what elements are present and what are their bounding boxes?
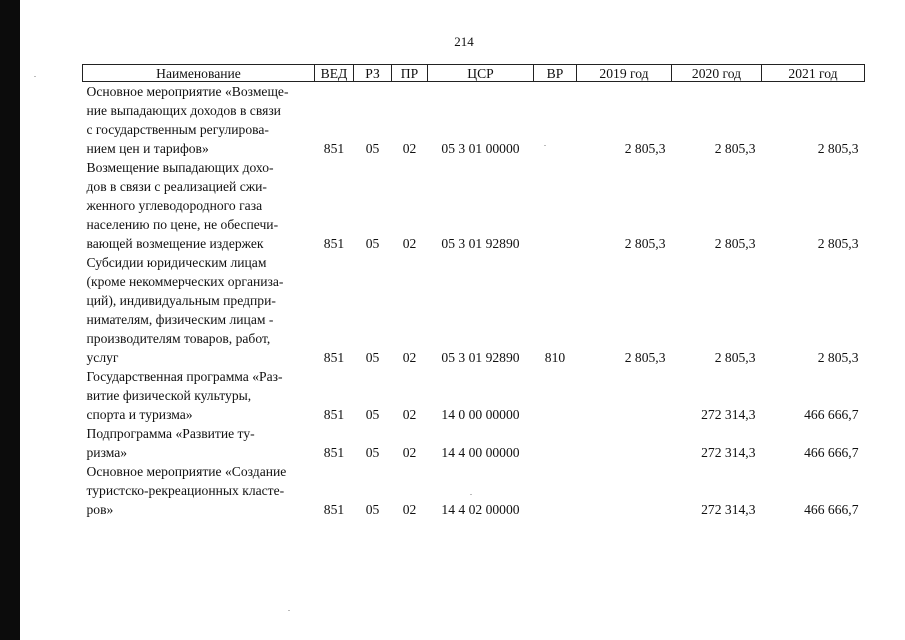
row-ved: 851 <box>323 350 345 365</box>
row-ved: 851 <box>323 502 345 517</box>
row-name: Субсидии юридическим лицам (кроме некоммерческих организа- ций), индивидуальным предпри- нимателям, физическим лицам - производителям товаров, работ, услуг <box>86 255 284 365</box>
row-pr: 02 <box>402 350 417 365</box>
row-name: Основное мероприятие «Создание туристско-рекреационных класте- ров» <box>86 464 287 517</box>
table-row <box>83 424 865 462</box>
row-vr: 810 <box>544 350 566 365</box>
row-2021: 2 805,3 <box>817 141 859 156</box>
row-vr <box>534 82 577 159</box>
row-2019 <box>577 462 672 519</box>
row-name: Государственная программа «Раз- витие физической культуры, спорта и туризма» <box>86 369 283 422</box>
header-2019: 2019 год <box>577 65 672 82</box>
row-rz: 05 <box>365 502 380 517</box>
table-header-row <box>83 65 865 82</box>
row-2020: 2 805,3 <box>714 141 756 156</box>
table-row <box>83 158 865 253</box>
row-2021: 466 666,7 <box>804 502 859 517</box>
row-pr: 02 <box>402 445 417 460</box>
row-csr: 14 4 02 00000 <box>441 502 520 517</box>
row-2019 <box>577 424 672 462</box>
row-vr <box>534 367 577 424</box>
header-pr: ПР <box>392 65 428 82</box>
row-name: Подпрограмма «Развитие ту- ризма» <box>86 426 255 460</box>
row-rz: 05 <box>365 350 380 365</box>
row-csr: 14 4 00 00000 <box>441 445 520 460</box>
scan-speck <box>544 145 546 146</box>
row-2019: 2 805,3 <box>624 141 666 156</box>
header-vr: ВР <box>534 65 577 82</box>
row-csr: 05 3 01 92890 <box>441 236 520 251</box>
row-2020: 272 314,3 <box>701 407 756 422</box>
row-2020: 2 805,3 <box>714 350 756 365</box>
row-csr: 05 3 01 00000 <box>441 141 520 156</box>
header-csr: ЦСР <box>428 65 534 82</box>
row-name: Возмещение выпадающих дохо- дов в связи с реализацией сжи- женного углеводородного газа населению по цене, не обеспечи- вающей возмещение издержек <box>86 160 279 251</box>
row-vr <box>534 462 577 519</box>
row-csr: 14 0 00 00000 <box>441 407 520 422</box>
header-rz: РЗ <box>354 65 392 82</box>
row-rz: 05 <box>365 141 380 156</box>
header-name: Наименование <box>83 65 315 82</box>
row-pr: 02 <box>402 141 417 156</box>
row-name: Основное мероприятие «Возмеще- ние выпадающих доходов в связи с государственным регулирова- нием цен и тарифов» <box>86 84 289 156</box>
row-csr: 05 3 01 92890 <box>441 350 520 365</box>
row-vr <box>534 424 577 462</box>
row-pr: 02 <box>402 502 417 517</box>
row-ved: 851 <box>323 141 345 156</box>
row-2020: 2 805,3 <box>714 236 756 251</box>
row-vr <box>534 158 577 253</box>
row-rz: 05 <box>365 407 380 422</box>
row-2021: 466 666,7 <box>804 445 859 460</box>
row-ved: 851 <box>323 445 345 460</box>
table-row <box>83 367 865 424</box>
row-2020: 272 314,3 <box>701 502 756 517</box>
row-pr: 02 <box>402 236 417 251</box>
table-row <box>83 462 865 519</box>
header-2020: 2020 год <box>672 65 762 82</box>
scan-speck <box>288 610 290 611</box>
row-ved: 851 <box>323 236 345 251</box>
row-2019: 2 805,3 <box>624 236 666 251</box>
row-2019: 2 805,3 <box>624 350 666 365</box>
row-rz: 05 <box>365 236 380 251</box>
row-ved: 851 <box>323 407 345 422</box>
page-number: 214 <box>454 34 474 49</box>
row-rz: 05 <box>365 445 380 460</box>
row-pr: 02 <box>402 407 417 422</box>
row-2021: 2 805,3 <box>817 236 859 251</box>
scan-speck <box>34 76 36 77</box>
row-2021: 2 805,3 <box>817 350 859 365</box>
scan-edge-bar <box>0 0 20 640</box>
header-2021: 2021 год <box>762 65 865 82</box>
header-ved: ВЕД <box>315 65 354 82</box>
table-row <box>83 82 865 159</box>
row-2020: 272 314,3 <box>701 445 756 460</box>
budget-table <box>82 64 865 519</box>
scan-speck <box>470 494 472 495</box>
table-row <box>83 253 865 367</box>
row-2019 <box>577 367 672 424</box>
row-2021: 466 666,7 <box>804 407 859 422</box>
